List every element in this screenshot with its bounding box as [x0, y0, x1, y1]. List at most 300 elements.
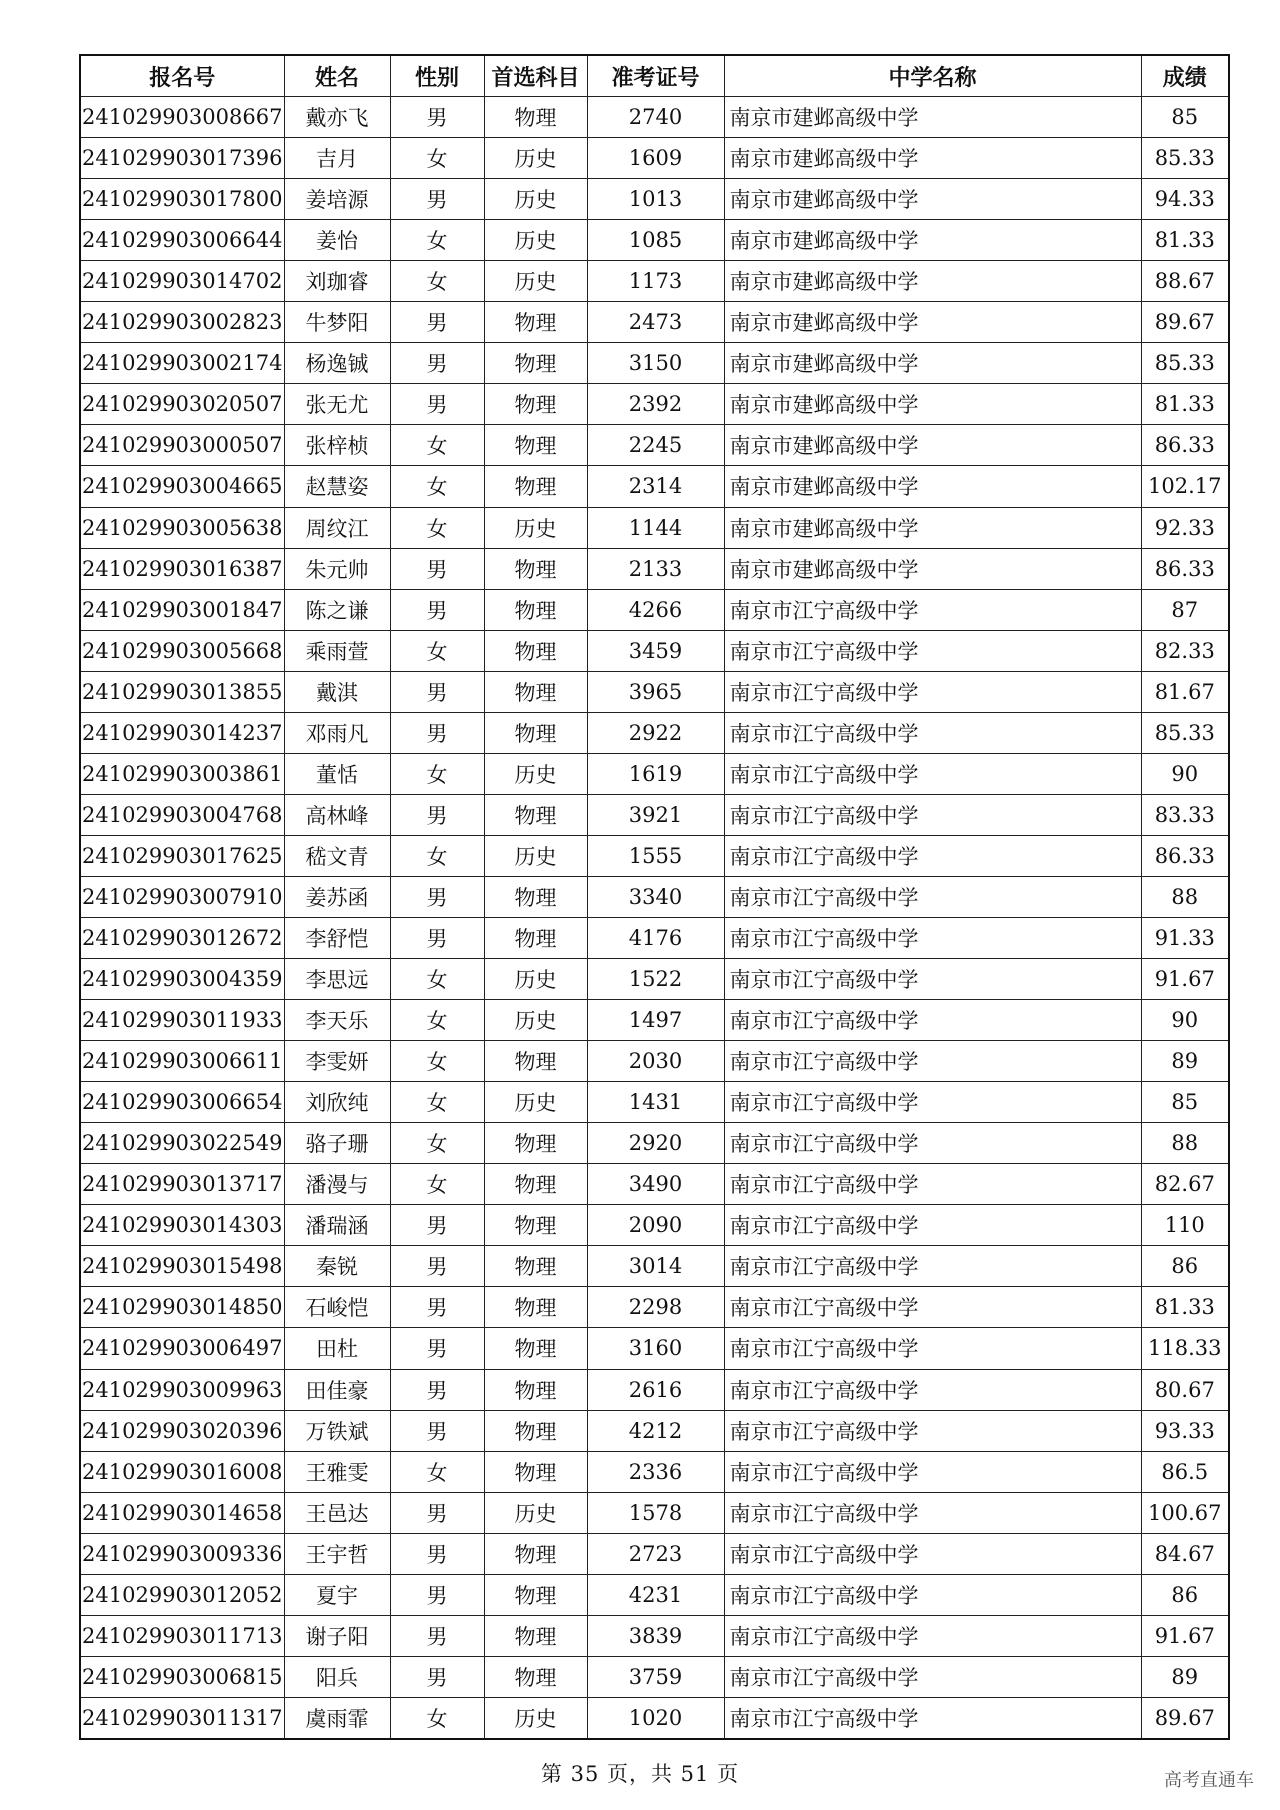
school-name-cell: 南京市江宁高级中学 [724, 876, 1141, 917]
score-cell: 81.33 [1141, 1287, 1229, 1328]
score-cell: 81.67 [1141, 671, 1229, 712]
school-name-cell: 南京市建邺高级中学 [724, 425, 1141, 466]
student-name-cell: 邓雨凡 [284, 712, 390, 753]
primary-subject-cell: 物理 [484, 794, 587, 835]
score-cell: 87 [1141, 589, 1229, 630]
gender-cell: 男 [390, 548, 484, 589]
school-name-cell: 南京市江宁高级中学 [724, 1533, 1141, 1574]
gender-cell: 男 [390, 876, 484, 917]
exam-ticket-number-cell: 1578 [587, 1492, 724, 1533]
table-row [80, 1451, 1229, 1492]
score-cell: 81.33 [1141, 220, 1229, 261]
exam-ticket-number-cell: 3160 [587, 1328, 724, 1369]
table-row [80, 1082, 1229, 1123]
gender-cell: 男 [390, 97, 484, 138]
registration-number-cell: 241029903012672 [80, 917, 284, 958]
primary-subject-cell: 物理 [484, 1369, 587, 1410]
gender-cell: 女 [390, 1697, 484, 1739]
table-row [80, 712, 1229, 753]
header-name: 姓名 [284, 55, 390, 97]
gender-cell: 女 [390, 261, 484, 302]
registration-number-cell: 241029903014850 [80, 1287, 284, 1328]
exam-ticket-number-cell: 2740 [587, 97, 724, 138]
registration-number-cell: 241029903013855 [80, 671, 284, 712]
score-cell: 100.67 [1141, 1492, 1229, 1533]
table-row [80, 261, 1229, 302]
exam-ticket-number-cell: 2090 [587, 1205, 724, 1246]
school-name-cell: 南京市江宁高级中学 [724, 917, 1141, 958]
primary-subject-cell: 物理 [484, 917, 587, 958]
student-name-cell: 李雯妍 [284, 1041, 390, 1082]
gender-cell: 男 [390, 1410, 484, 1451]
exam-ticket-number-cell: 3014 [587, 1246, 724, 1287]
registration-number-cell: 241029903011317 [80, 1697, 284, 1739]
student-name-cell: 张无尤 [284, 384, 390, 425]
primary-subject-cell: 物理 [484, 630, 587, 671]
exam-ticket-number-cell: 3490 [587, 1164, 724, 1205]
student-name-cell: 戴亦飞 [284, 97, 390, 138]
student-name-cell: 王宇哲 [284, 1533, 390, 1574]
registration-number-cell: 241029903016387 [80, 548, 284, 589]
school-name-cell: 南京市江宁高级中学 [724, 1041, 1141, 1082]
gender-cell: 男 [390, 1328, 484, 1369]
primary-subject-cell: 历史 [484, 138, 587, 179]
score-cell: 89 [1141, 1656, 1229, 1697]
school-name-cell: 南京市江宁高级中学 [724, 1451, 1141, 1492]
registration-number-cell: 241029903011933 [80, 1000, 284, 1041]
score-cell: 86.33 [1141, 548, 1229, 589]
school-name-cell: 南京市江宁高级中学 [724, 1000, 1141, 1041]
gender-cell: 女 [390, 466, 484, 507]
primary-subject-cell: 历史 [484, 835, 587, 876]
school-name-cell: 南京市江宁高级中学 [724, 712, 1141, 753]
primary-subject-cell: 历史 [484, 1000, 587, 1041]
student-name-cell: 秦锐 [284, 1246, 390, 1287]
student-name-cell: 杨逸铖 [284, 343, 390, 384]
gender-cell: 男 [390, 1656, 484, 1697]
table-row [80, 220, 1229, 261]
score-cell: 91.67 [1141, 1615, 1229, 1656]
registration-number-cell: 241029903003861 [80, 753, 284, 794]
table-row [80, 1369, 1229, 1410]
page-number: 第 35 页，共 51 页 [540, 1762, 740, 1786]
school-name-cell: 南京市建邺高级中学 [724, 220, 1141, 261]
primary-subject-cell: 物理 [484, 343, 587, 384]
registration-number-cell: 241029903002174 [80, 343, 284, 384]
table-row [80, 876, 1229, 917]
registration-number-cell: 241029903005668 [80, 630, 284, 671]
score-cell: 83.33 [1141, 794, 1229, 835]
student-name-cell: 乘雨萱 [284, 630, 390, 671]
school-name-cell: 南京市建邺高级中学 [724, 179, 1141, 220]
primary-subject-cell: 物理 [484, 384, 587, 425]
gender-cell: 女 [390, 835, 484, 876]
registration-number-cell: 241029903017396 [80, 138, 284, 179]
exam-ticket-number-cell: 3459 [587, 630, 724, 671]
exam-ticket-number-cell: 4176 [587, 917, 724, 958]
primary-subject-cell: 历史 [484, 220, 587, 261]
score-cell: 90 [1141, 753, 1229, 794]
table-row [80, 1615, 1229, 1656]
school-name-cell: 南京市建邺高级中学 [724, 97, 1141, 138]
registration-number-cell: 241029903014237 [80, 712, 284, 753]
primary-subject-cell: 物理 [484, 671, 587, 712]
registration-number-cell: 241029903006644 [80, 220, 284, 261]
registration-number-cell: 241029903000507 [80, 425, 284, 466]
primary-subject-cell: 历史 [484, 179, 587, 220]
primary-subject-cell: 物理 [484, 876, 587, 917]
header-exam-ticket-number: 准考证号 [587, 55, 724, 97]
exam-ticket-number-cell: 1085 [587, 220, 724, 261]
exam-ticket-number-cell: 2133 [587, 548, 724, 589]
primary-subject-cell: 物理 [484, 1451, 587, 1492]
registration-number-cell: 241029903014658 [80, 1492, 284, 1533]
score-cell: 85 [1141, 1082, 1229, 1123]
student-name-cell: 嵇文青 [284, 835, 390, 876]
exam-ticket-number-cell: 1173 [587, 261, 724, 302]
table-row [80, 1123, 1229, 1164]
table-row [80, 384, 1229, 425]
registration-number-cell: 241029903008667 [80, 97, 284, 138]
table-row [80, 1656, 1229, 1697]
score-cell: 86.33 [1141, 425, 1229, 466]
table-row [80, 1205, 1229, 1246]
score-cell: 85.33 [1141, 712, 1229, 753]
primary-subject-cell: 物理 [484, 1246, 587, 1287]
score-cell: 90 [1141, 1000, 1229, 1041]
school-name-cell: 南京市江宁高级中学 [724, 1697, 1141, 1739]
student-name-cell: 万铁斌 [284, 1410, 390, 1451]
primary-subject-cell: 物理 [484, 97, 587, 138]
score-cell: 91.67 [1141, 959, 1229, 1000]
exam-ticket-number-cell: 2922 [587, 712, 724, 753]
score-cell: 82.67 [1141, 1164, 1229, 1205]
score-cell: 85.33 [1141, 138, 1229, 179]
student-name-cell: 李天乐 [284, 1000, 390, 1041]
registration-number-cell: 241029903014702 [80, 261, 284, 302]
score-cell: 89.67 [1141, 302, 1229, 343]
student-name-cell: 潘瑞涵 [284, 1205, 390, 1246]
school-name-cell: 南京市江宁高级中学 [724, 1656, 1141, 1697]
table-row [80, 835, 1229, 876]
table-row [80, 753, 1229, 794]
score-cell: 84.67 [1141, 1533, 1229, 1574]
school-name-cell: 南京市江宁高级中学 [724, 1492, 1141, 1533]
table-row [80, 794, 1229, 835]
table-body [80, 97, 1229, 1739]
exam-ticket-number-cell: 1020 [587, 1697, 724, 1739]
exam-ticket-number-cell: 1013 [587, 179, 724, 220]
registration-number-cell: 241029903006654 [80, 1082, 284, 1123]
score-cell: 85.33 [1141, 343, 1229, 384]
table-row [80, 1041, 1229, 1082]
student-name-cell: 李舒恺 [284, 917, 390, 958]
score-cell: 89 [1141, 1041, 1229, 1082]
student-name-cell: 姜怡 [284, 220, 390, 261]
student-name-cell: 姜培源 [284, 179, 390, 220]
gender-cell: 男 [390, 343, 484, 384]
primary-subject-cell: 物理 [484, 1410, 587, 1451]
school-name-cell: 南京市江宁高级中学 [724, 1205, 1141, 1246]
score-cell: 81.33 [1141, 384, 1229, 425]
score-cell: 92.33 [1141, 507, 1229, 548]
registration-number-cell: 241029903017800 [80, 179, 284, 220]
gender-cell: 女 [390, 138, 484, 179]
gender-cell: 男 [390, 1615, 484, 1656]
table-row [80, 97, 1229, 138]
score-cell: 88.67 [1141, 261, 1229, 302]
table-row [80, 1492, 1229, 1533]
score-cell: 118.33 [1141, 1328, 1229, 1369]
gender-cell: 女 [390, 220, 484, 261]
registration-number-cell: 241029903007910 [80, 876, 284, 917]
student-name-cell: 石峻恺 [284, 1287, 390, 1328]
header-registration-number: 报名号 [80, 55, 284, 97]
gender-cell: 男 [390, 302, 484, 343]
header-primary-subject: 首选科目 [484, 55, 587, 97]
exam-ticket-number-cell: 2920 [587, 1123, 724, 1164]
registration-number-cell: 241029903009963 [80, 1369, 284, 1410]
score-cell: 93.33 [1141, 1410, 1229, 1451]
primary-subject-cell: 历史 [484, 753, 587, 794]
gender-cell: 男 [390, 1574, 484, 1615]
table-row [80, 302, 1229, 343]
table-row [80, 1533, 1229, 1574]
table-row [80, 671, 1229, 712]
header-score: 成绩 [1141, 55, 1229, 97]
registration-number-cell: 241029903009336 [80, 1533, 284, 1574]
student-name-cell: 田佳豪 [284, 1369, 390, 1410]
gender-cell: 女 [390, 1123, 484, 1164]
gender-cell: 女 [390, 1041, 484, 1082]
school-name-cell: 南京市江宁高级中学 [724, 1123, 1141, 1164]
table-row [80, 917, 1229, 958]
gender-cell: 女 [390, 425, 484, 466]
exam-ticket-number-cell: 1619 [587, 753, 724, 794]
gender-cell: 女 [390, 630, 484, 671]
score-cell: 86.5 [1141, 1451, 1229, 1492]
registration-number-cell: 241029903005638 [80, 507, 284, 548]
primary-subject-cell: 历史 [484, 1082, 587, 1123]
table-row [80, 959, 1229, 1000]
gender-cell: 男 [390, 917, 484, 958]
score-cell: 89.67 [1141, 1697, 1229, 1739]
exam-ticket-number-cell: 4212 [587, 1410, 724, 1451]
exam-ticket-number-cell: 1431 [587, 1082, 724, 1123]
score-cell: 102.17 [1141, 466, 1229, 507]
table-row [80, 138, 1229, 179]
exam-ticket-number-cell: 3150 [587, 343, 724, 384]
primary-subject-cell: 历史 [484, 507, 587, 548]
gender-cell: 男 [390, 384, 484, 425]
table-row [80, 507, 1229, 548]
school-name-cell: 南京市江宁高级中学 [724, 1574, 1141, 1615]
school-name-cell: 南京市建邺高级中学 [724, 343, 1141, 384]
school-name-cell: 南京市江宁高级中学 [724, 589, 1141, 630]
school-name-cell: 南京市江宁高级中学 [724, 835, 1141, 876]
school-name-cell: 南京市江宁高级中学 [724, 1287, 1141, 1328]
student-name-cell: 戴淇 [284, 671, 390, 712]
primary-subject-cell: 物理 [484, 548, 587, 589]
table-row [80, 548, 1229, 589]
exam-ticket-number-cell: 4231 [587, 1574, 724, 1615]
student-name-cell: 虞雨霏 [284, 1697, 390, 1739]
table-row [80, 466, 1229, 507]
gender-cell: 女 [390, 753, 484, 794]
header-row [80, 55, 1229, 97]
registration-number-cell: 241029903013717 [80, 1164, 284, 1205]
registration-number-cell: 241029903006611 [80, 1041, 284, 1082]
school-name-cell: 南京市江宁高级中学 [724, 959, 1141, 1000]
primary-subject-cell: 历史 [484, 1492, 587, 1533]
school-name-cell: 南京市江宁高级中学 [724, 630, 1141, 671]
primary-subject-cell: 历史 [484, 959, 587, 1000]
student-name-cell: 高林峰 [284, 794, 390, 835]
primary-subject-cell: 物理 [484, 589, 587, 630]
school-name-cell: 南京市江宁高级中学 [724, 1615, 1141, 1656]
primary-subject-cell: 物理 [484, 425, 587, 466]
gender-cell: 男 [390, 671, 484, 712]
student-name-cell: 周纹江 [284, 507, 390, 548]
student-name-cell: 朱元帅 [284, 548, 390, 589]
gender-cell: 女 [390, 1164, 484, 1205]
school-name-cell: 南京市江宁高级中学 [724, 1246, 1141, 1287]
registration-number-cell: 241029903002823 [80, 302, 284, 343]
student-name-cell: 姜苏函 [284, 876, 390, 917]
registration-number-cell: 241029903022549 [80, 1123, 284, 1164]
student-name-cell: 李思远 [284, 959, 390, 1000]
student-name-cell: 潘漫与 [284, 1164, 390, 1205]
gender-cell: 男 [390, 1369, 484, 1410]
exam-ticket-number-cell: 2473 [587, 302, 724, 343]
student-name-cell: 王雅雯 [284, 1451, 390, 1492]
exam-ticket-number-cell: 2336 [587, 1451, 724, 1492]
primary-subject-cell: 物理 [484, 302, 587, 343]
registration-number-cell: 241029903020396 [80, 1410, 284, 1451]
primary-subject-cell: 物理 [484, 1574, 587, 1615]
registration-number-cell: 241029903004768 [80, 794, 284, 835]
score-cell: 110 [1141, 1205, 1229, 1246]
student-name-cell: 赵慧姿 [284, 466, 390, 507]
student-name-cell: 田杜 [284, 1328, 390, 1369]
gender-cell: 男 [390, 589, 484, 630]
table-row [80, 1287, 1229, 1328]
student-name-cell: 陈之谦 [284, 589, 390, 630]
table-row [80, 1164, 1229, 1205]
registration-number-cell: 241029903004665 [80, 466, 284, 507]
exam-ticket-number-cell: 2298 [587, 1287, 724, 1328]
exam-ticket-number-cell: 3839 [587, 1615, 724, 1656]
school-name-cell: 南京市建邺高级中学 [724, 466, 1141, 507]
gender-cell: 男 [390, 712, 484, 753]
header-school-name: 中学名称 [724, 55, 1141, 97]
score-cell: 88 [1141, 1123, 1229, 1164]
school-name-cell: 南京市建邺高级中学 [724, 548, 1141, 589]
registration-number-cell: 241029903006815 [80, 1656, 284, 1697]
exam-ticket-number-cell: 2314 [587, 466, 724, 507]
gender-cell: 男 [390, 179, 484, 220]
student-name-cell: 谢子阳 [284, 1615, 390, 1656]
school-name-cell: 南京市江宁高级中学 [724, 794, 1141, 835]
student-name-cell: 张梓桢 [284, 425, 390, 466]
school-name-cell: 南京市江宁高级中学 [724, 753, 1141, 794]
school-name-cell: 南京市建邺高级中学 [724, 261, 1141, 302]
registration-number-cell: 241029903001847 [80, 589, 284, 630]
gender-cell: 女 [390, 1000, 484, 1041]
table-row [80, 1328, 1229, 1369]
exam-ticket-number-cell: 3340 [587, 876, 724, 917]
student-name-cell: 刘欣纯 [284, 1082, 390, 1123]
school-name-cell: 南京市江宁高级中学 [724, 1328, 1141, 1369]
student-name-cell: 王邑达 [284, 1492, 390, 1533]
score-cell: 80.67 [1141, 1369, 1229, 1410]
table-row [80, 1574, 1229, 1615]
registration-number-cell: 241029903016008 [80, 1451, 284, 1492]
exam-ticket-number-cell: 2245 [587, 425, 724, 466]
student-name-cell: 吉月 [284, 138, 390, 179]
registration-number-cell: 241029903012052 [80, 1574, 284, 1615]
registration-number-cell: 241029903015498 [80, 1246, 284, 1287]
registration-number-cell: 241029903017625 [80, 835, 284, 876]
student-name-cell: 阳兵 [284, 1656, 390, 1697]
exam-ticket-number-cell: 1497 [587, 1000, 724, 1041]
primary-subject-cell: 物理 [484, 1041, 587, 1082]
score-cell: 86 [1141, 1574, 1229, 1615]
score-cell: 91.33 [1141, 917, 1229, 958]
registration-number-cell: 241029903004359 [80, 959, 284, 1000]
score-cell: 88 [1141, 876, 1229, 917]
score-cell: 82.33 [1141, 630, 1229, 671]
student-name-cell: 牛梦阳 [284, 302, 390, 343]
exam-ticket-number-cell: 1555 [587, 835, 724, 876]
primary-subject-cell: 物理 [484, 1533, 587, 1574]
primary-subject-cell: 物理 [484, 1656, 587, 1697]
exam-ticket-number-cell: 2392 [587, 384, 724, 425]
registration-number-cell: 241029903006497 [80, 1328, 284, 1369]
primary-subject-cell: 物理 [484, 1164, 587, 1205]
gender-cell: 男 [390, 1205, 484, 1246]
primary-subject-cell: 历史 [484, 261, 587, 302]
score-cell: 94.33 [1141, 179, 1229, 220]
watermark: 高考直通车 [1164, 1770, 1254, 1791]
table-row [80, 179, 1229, 220]
school-name-cell: 南京市建邺高级中学 [724, 302, 1141, 343]
school-name-cell: 南京市江宁高级中学 [724, 1164, 1141, 1205]
primary-subject-cell: 物理 [484, 1205, 587, 1246]
exam-ticket-number-cell: 2030 [587, 1041, 724, 1082]
primary-subject-cell: 物理 [484, 1615, 587, 1656]
school-name-cell: 南京市建邺高级中学 [724, 384, 1141, 425]
exam-ticket-number-cell: 3965 [587, 671, 724, 712]
exam-ticket-number-cell: 2723 [587, 1533, 724, 1574]
primary-subject-cell: 物理 [484, 1328, 587, 1369]
registration-number-cell: 241029903014303 [80, 1205, 284, 1246]
gender-cell: 男 [390, 1287, 484, 1328]
results-table [79, 54, 1230, 1740]
student-name-cell: 夏宇 [284, 1574, 390, 1615]
table-row [80, 425, 1229, 466]
table-row [80, 1697, 1229, 1739]
exam-ticket-number-cell: 3759 [587, 1656, 724, 1697]
primary-subject-cell: 物理 [484, 1123, 587, 1164]
school-name-cell: 南京市江宁高级中学 [724, 1410, 1141, 1451]
registration-number-cell: 241029903020507 [80, 384, 284, 425]
gender-cell: 男 [390, 1492, 484, 1533]
exam-ticket-number-cell: 2616 [587, 1369, 724, 1410]
school-name-cell: 南京市江宁高级中学 [724, 1369, 1141, 1410]
primary-subject-cell: 物理 [484, 712, 587, 753]
exam-ticket-number-cell: 1609 [587, 138, 724, 179]
